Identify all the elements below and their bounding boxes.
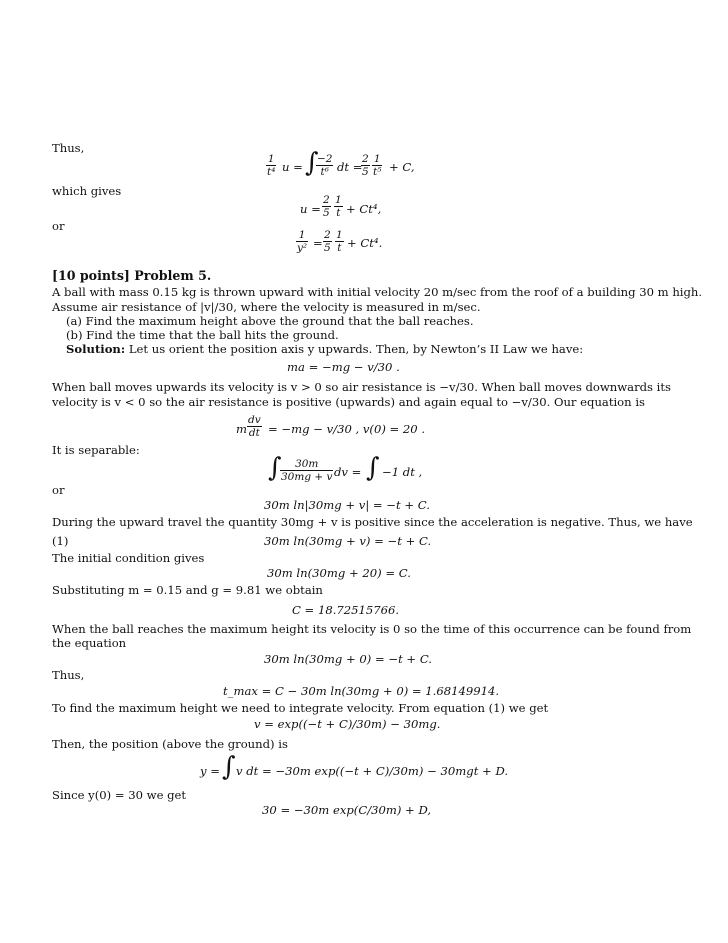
problem-part-a: (a) Find the maximum height above the ground that the ball reaches. bbox=[66, 314, 474, 328]
paragraph-line: When the ball reaches the maximum height its velocity is 0 so the time of this occurrence can be found from bbox=[52, 622, 692, 636]
denominator: t⁵ bbox=[373, 166, 382, 178]
paragraph-line: velocity is v < 0 so the air resistance is positive (upwards) and again equal to −v/30. Our equation is bbox=[52, 395, 645, 409]
denominator: t⁶ bbox=[320, 166, 329, 178]
paragraph-line: It is separable: bbox=[52, 443, 140, 457]
numerator: 1 bbox=[335, 194, 342, 206]
equation-part: + C, bbox=[389, 160, 415, 174]
integral-sign: ∫ bbox=[222, 752, 236, 782]
or-text: or bbox=[52, 219, 65, 233]
denominator: t bbox=[337, 242, 342, 254]
equation: v = exp((−t + C)/30m) − 30mg. bbox=[254, 717, 441, 731]
numerator: dv bbox=[248, 414, 261, 426]
fraction bbox=[266, 153, 276, 178]
paragraph-line: or bbox=[52, 483, 65, 497]
equation-part: v dt = −30m exp((−t + C)/30m) − 30mgt + D. bbox=[236, 764, 509, 778]
numerator: −2 bbox=[317, 153, 333, 165]
numerator: 2 bbox=[323, 194, 330, 206]
equation-part: dv = bbox=[334, 465, 362, 479]
equation-part: u = bbox=[300, 202, 321, 216]
denominator: 5 bbox=[362, 166, 369, 178]
fraction bbox=[247, 414, 262, 439]
fraction bbox=[335, 229, 344, 254]
fraction bbox=[296, 229, 308, 254]
which-gives-text: which gives bbox=[52, 184, 122, 198]
paragraph-line: The initial condition gives bbox=[52, 551, 205, 565]
denominator: 5 bbox=[324, 242, 331, 254]
numerator: 2 bbox=[362, 153, 369, 165]
problem-heading: [10 points] Problem 5. bbox=[52, 268, 212, 283]
paragraph-line: Thus, bbox=[52, 668, 85, 682]
denominator: 5 bbox=[323, 207, 330, 219]
equation-part: dt = bbox=[337, 160, 363, 174]
problem-text: Assume air resistance of |v|/30, where the velocity is measured in m/sec. bbox=[52, 300, 481, 314]
equation-part: m bbox=[236, 422, 247, 436]
fraction bbox=[280, 458, 333, 483]
numerator: 30m bbox=[280, 458, 333, 471]
denominator: 30mg + v bbox=[281, 471, 333, 483]
paragraph-line: Since y(0) = 30 we get bbox=[52, 788, 187, 802]
equation-part: + Ct⁴, bbox=[346, 202, 382, 216]
denominator: y² bbox=[297, 242, 308, 254]
fraction bbox=[334, 194, 343, 219]
paragraph-line: Then, the position (above the ground) is bbox=[52, 737, 288, 751]
equation: 30m ln|30mg + v| = −t + C. bbox=[264, 498, 430, 512]
fraction bbox=[361, 153, 370, 178]
equation-part: y = bbox=[200, 764, 220, 778]
paragraph-line: Substituting m = 0.15 and g = 9.81 we obtain bbox=[52, 583, 323, 597]
numerator: 2 bbox=[324, 229, 331, 241]
paragraph-line: the equation bbox=[52, 636, 127, 650]
equation: 30m ln(30mg + 0) = −t + C. bbox=[264, 652, 432, 666]
equation-label: (1) bbox=[52, 534, 69, 548]
fraction bbox=[322, 194, 331, 219]
solution-label: Solution: bbox=[66, 342, 126, 356]
equation-part: u = bbox=[282, 160, 303, 174]
denominator: t bbox=[336, 207, 341, 219]
equation-part: −1 dt , bbox=[382, 465, 423, 479]
denominator: dt bbox=[248, 427, 260, 439]
thus-text: Thus, bbox=[52, 141, 85, 155]
equation: 30m ln(30mg + v) = −t + C. bbox=[264, 534, 432, 548]
paragraph-line: When ball moves upwards its velocity is v > 0 so air resistance is −v/30. When ball moves downwards its bbox=[52, 380, 671, 394]
paragraph-line: During the upward travel the quantity 30mg + v is positive since the acceleration is negative. Thus, we have bbox=[52, 515, 693, 529]
problem-part-b: (b) Find the time that the ball hits the ground. bbox=[66, 328, 339, 342]
integral-sign: ∫ bbox=[366, 453, 380, 483]
equation: ma = −mg − v/30 . bbox=[287, 360, 400, 374]
integral-sign: ∫ bbox=[305, 148, 319, 178]
solution-line bbox=[66, 342, 583, 356]
equation-part: = bbox=[313, 236, 323, 250]
equation: 30 = −30m exp(C/30m) + D, bbox=[262, 803, 432, 817]
fraction bbox=[372, 153, 382, 178]
fraction bbox=[316, 153, 333, 178]
denominator: t⁴ bbox=[267, 166, 276, 178]
integral-sign: ∫ bbox=[268, 453, 282, 483]
solution-text: Let us orient the position axis y upwards. Then, by Newton’s II Law we have: bbox=[128, 342, 584, 356]
equation: t_max = C − 30m ln(30mg + 0) = 1.68149914. bbox=[223, 684, 500, 698]
equation: 30m ln(30mg + 20) = C. bbox=[267, 566, 411, 580]
paragraph-line: To find the maximum height we need to integrate velocity. From equation (1) we get bbox=[52, 701, 549, 715]
equation-part: + Ct⁴. bbox=[347, 236, 383, 250]
numerator: 1 bbox=[296, 229, 308, 242]
equation-part: = −mg − v/30 , v(0) = 20 . bbox=[268, 422, 426, 436]
numerator: 1 bbox=[373, 153, 381, 165]
problem-text: A ball with mass 0.15 kg is thrown upward with initial velocity 20 m/sec from the roof of a building 30 m high. bbox=[52, 285, 703, 299]
fraction bbox=[323, 229, 332, 254]
numerator: 1 bbox=[267, 153, 275, 165]
numerator: 1 bbox=[336, 229, 343, 241]
equation: C = 18.72515766. bbox=[292, 603, 400, 617]
